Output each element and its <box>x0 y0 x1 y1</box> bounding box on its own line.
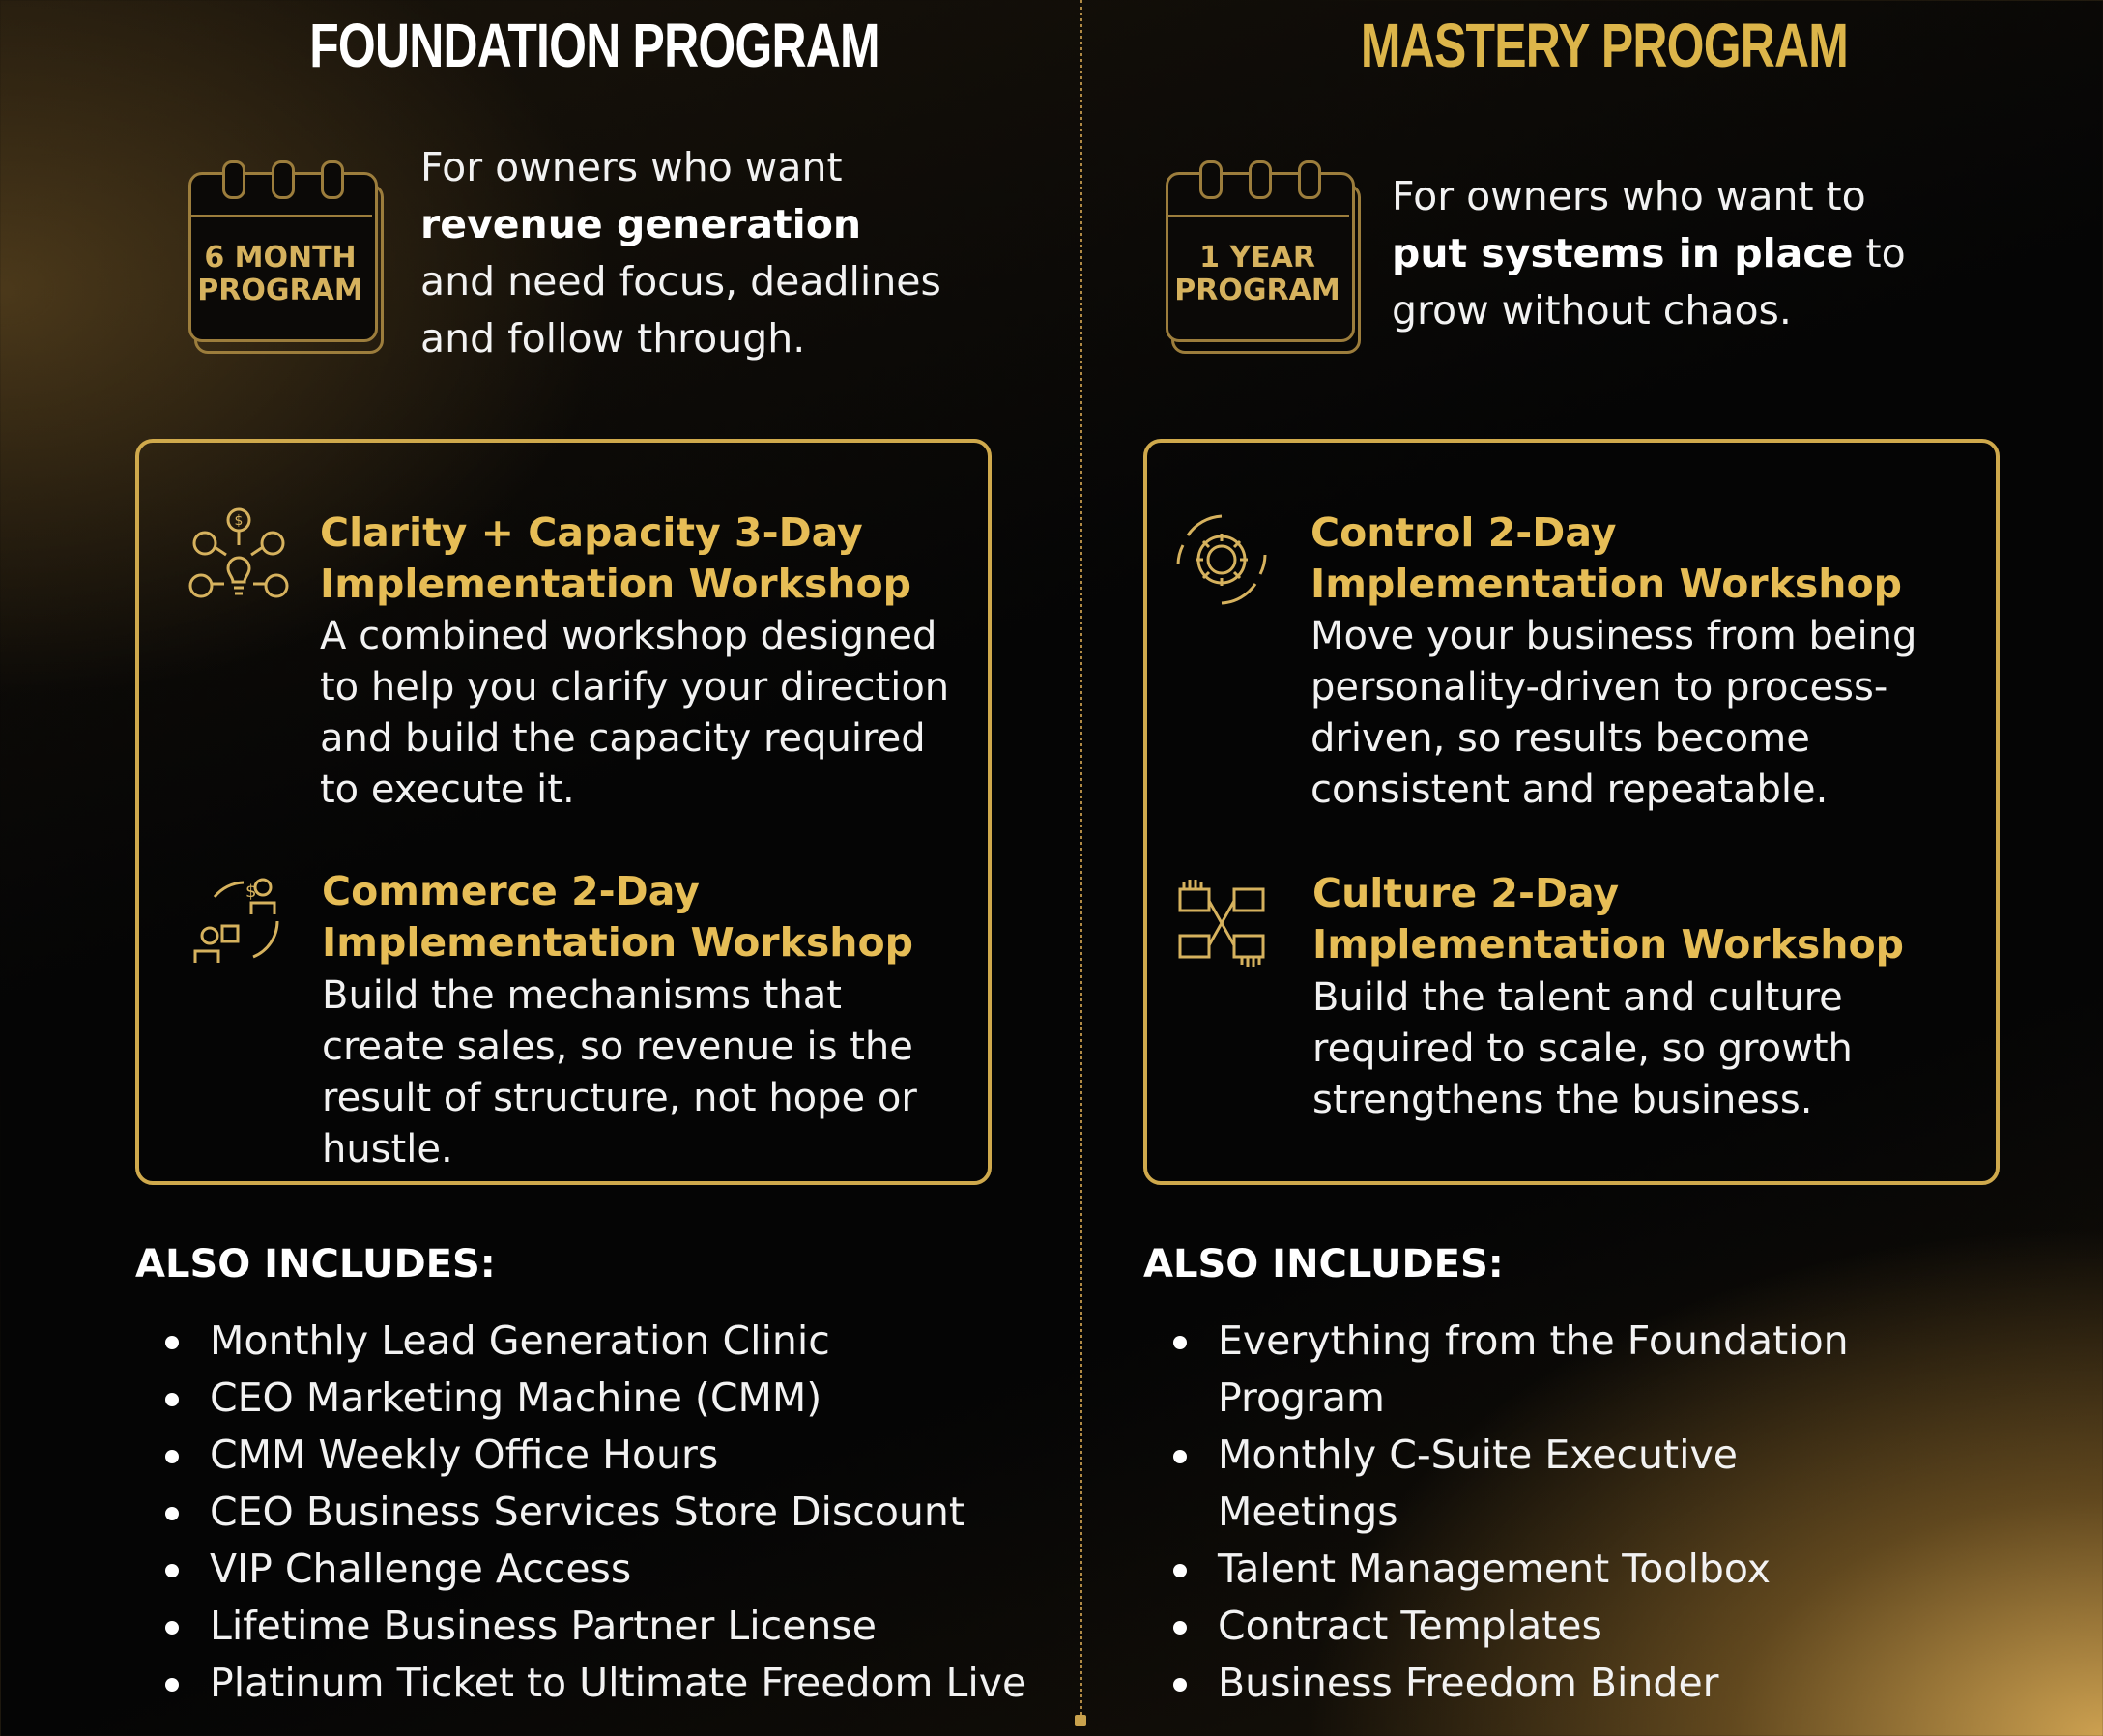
workshop-title <box>1311 507 1968 610</box>
workshop-title-line1: Clarity + Capacity 3-Day <box>320 509 863 556</box>
workshop-title <box>1312 868 1970 970</box>
workshop-description: Build the talent and culture required to scale, so growth strengthens the business. <box>1312 975 1853 1122</box>
workshop-description: Build the mechanisms that create sales, so revenue is the result of structure, not hope or hustle. <box>322 973 917 1172</box>
list-item: CMM Weekly Office Hours <box>150 1427 1078 1484</box>
workshop-title-line2: Implementation Workshop <box>322 919 913 966</box>
list-item: Lifetime Business Partner License <box>150 1598 1078 1655</box>
foundation-program-title: FOUNDATION PROGRAM <box>309 11 879 80</box>
foundation-intro <box>420 139 962 367</box>
workshop-description: A combined workshop designed to help you clarify your direction and build the capacity required to execute it. <box>320 614 950 812</box>
mastery-intro <box>1392 168 1933 339</box>
sales-cycle-icon <box>186 868 292 974</box>
list-item: Business Freedom Binder <box>1158 1655 1892 1712</box>
strategy-network-icon <box>186 506 292 613</box>
mastery-workshops-box <box>1143 439 2000 1185</box>
foundation-includes-list <box>150 1313 1078 1712</box>
list-item: Contract Templates <box>1158 1598 1892 1655</box>
list-item: Talent Management Toolbox <box>1158 1541 1892 1598</box>
list-item: CEO Business Services Store Discount <box>150 1484 1078 1541</box>
workshop-title <box>322 866 960 969</box>
list-item: Platinum Ticket to Ultimate Freedom Live <box>150 1655 1078 1712</box>
calendar-icon <box>188 172 401 375</box>
workshop-title-line2: Implementation Workshop <box>1312 921 1904 968</box>
intro-highlight: put systems in place <box>1392 230 1854 276</box>
intro-text: For owners who want to <box>1392 173 1866 219</box>
list-item: Monthly Lead Generation Clinic <box>150 1313 1078 1370</box>
intro-highlight: revenue generation <box>420 201 862 247</box>
list-item: Monthly C-Suite Executive Meetings <box>1158 1427 1892 1541</box>
mastery-program-title: MASTERY PROGRAM <box>1360 11 1849 80</box>
list-item: Everything from the Foundation Program <box>1158 1313 1892 1427</box>
also-includes-heading: ALSO INCLUDES: <box>1143 1242 1504 1287</box>
calendar-icon <box>1166 172 1378 375</box>
calendar-duration: 6 MONTH <box>204 241 357 275</box>
joined-hands-icon <box>1168 870 1275 976</box>
calendar-duration: 1 YEAR <box>1199 241 1315 275</box>
gear-cycle-icon <box>1168 506 1275 613</box>
also-includes-heading: ALSO INCLUDES: <box>135 1242 496 1287</box>
svg-text:$: $ <box>245 882 257 902</box>
workshop-title-line1: Control 2-Day <box>1311 509 1617 556</box>
intro-text-end: to grow without chaos. <box>1392 230 1906 333</box>
calendar-label: PROGRAM <box>197 274 363 307</box>
workshop-title-line1: Culture 2-Day <box>1312 870 1620 916</box>
foundation-workshops-box <box>135 439 992 1185</box>
intro-text: For owners who want <box>420 144 843 190</box>
divider-end-marker <box>1075 1715 1086 1726</box>
workshop-title-line2: Implementation Workshop <box>320 561 911 607</box>
list-item: CEO Marketing Machine (CMM) <box>150 1370 1078 1427</box>
list-item: VIP Challenge Access <box>150 1541 1078 1598</box>
workshop-title-line1: Commerce 2-Day <box>322 868 700 914</box>
workshop-title-line2: Implementation Workshop <box>1311 561 1902 607</box>
mastery-includes-list <box>1158 1313 1892 1712</box>
intro-text-end: and need focus, deadlines and follow through. <box>420 258 941 362</box>
column-divider <box>1080 0 1082 1721</box>
calendar-label: PROGRAM <box>1174 274 1340 307</box>
workshop-description: Move your business from being personality-driven to process-driven, so results become consistent and repeatable. <box>1311 614 1917 812</box>
workshop-title <box>320 507 958 610</box>
svg-text:$: $ <box>234 513 244 529</box>
